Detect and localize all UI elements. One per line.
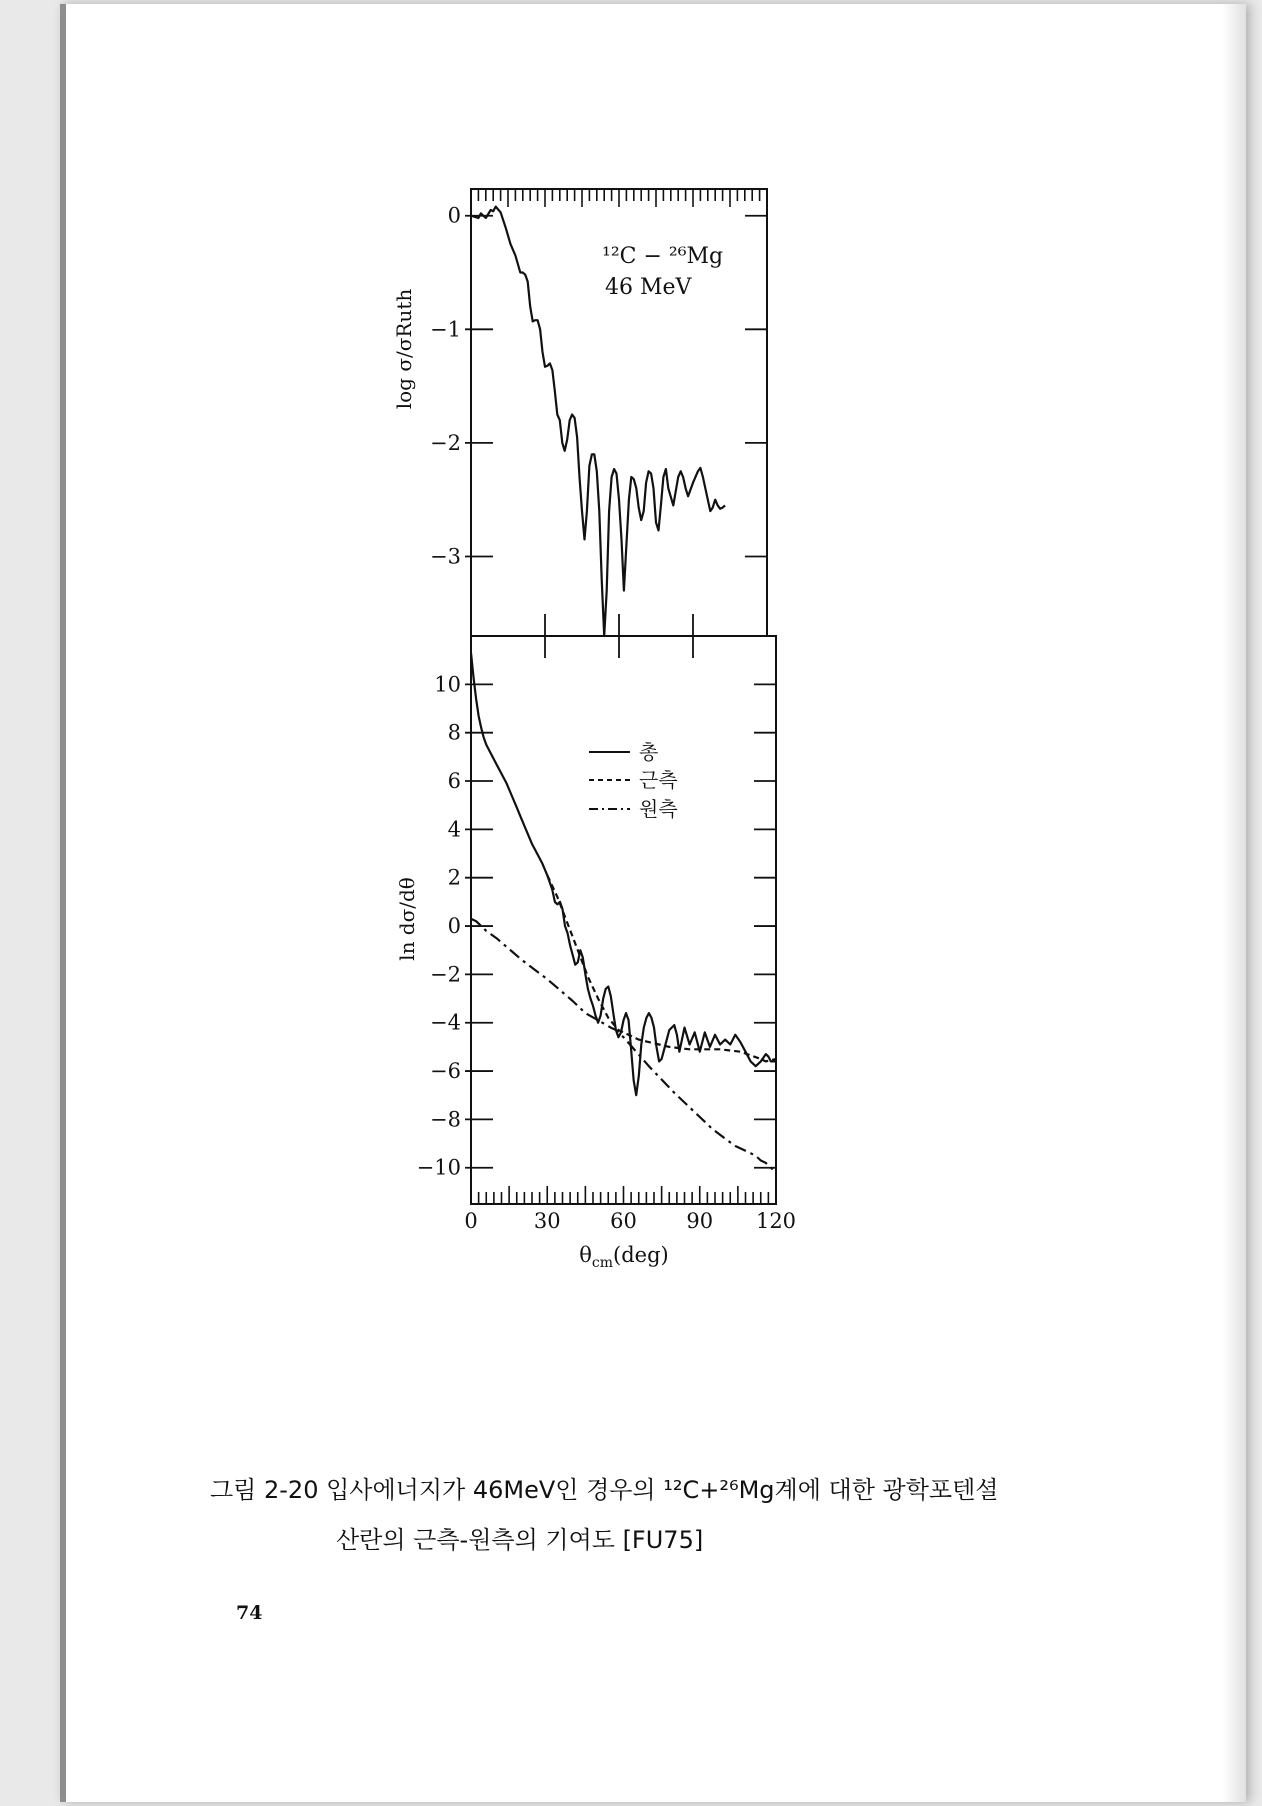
top-panel-series	[471, 207, 725, 636]
bottom-y-tick-label: 8	[447, 720, 461, 745]
top-y-tick-label: −3	[430, 544, 461, 569]
bottom-y-tick-label: 2	[447, 865, 461, 890]
top-panel-tick-labels	[430, 204, 461, 569]
legend-label-total: 총	[639, 740, 659, 764]
legend	[589, 740, 678, 821]
x-tick-label: 60	[610, 1209, 637, 1233]
legend-label-far: 원측	[639, 797, 678, 821]
top-series-line	[471, 207, 725, 636]
top-y-axis-label: log σ/σRuth	[392, 288, 416, 410]
x-tick-label: 30	[533, 1209, 561, 1233]
top-annotation-energy: 46 MeV	[605, 275, 692, 300]
x-tick-label: 0	[464, 1209, 478, 1233]
x-axis-label	[579, 1243, 668, 1271]
bottom-y-tick-label: 0	[447, 914, 461, 939]
x-axis-label-unit: (deg)	[613, 1243, 669, 1267]
x-tick-label: 90	[686, 1209, 714, 1233]
bottom-y-tick-label: −10	[416, 1155, 461, 1180]
bottom-y-tick-label: −4	[430, 1010, 461, 1035]
bottom-y-tick-label: 6	[447, 769, 461, 794]
bottom-panel-frame	[471, 636, 776, 1204]
bottom-panel-series	[471, 653, 776, 1173]
bottom-y-tick-label: −2	[430, 962, 461, 987]
bottom-y-axis-label: ln dσ/dθ	[395, 877, 419, 961]
x-axis-label-symbol: θ	[579, 1243, 592, 1267]
bottom-series-dash-dot	[471, 919, 776, 1173]
figure-caption-line-2: 산란의 근측-원측의 기여도 [FU75]	[336, 1526, 704, 1554]
bottom-series-solid	[471, 653, 776, 1095]
bottom-y-tick-label: 4	[447, 817, 461, 842]
top-y-tick-label: 0	[447, 203, 461, 228]
book-page	[60, 4, 1246, 1802]
figure-caption-line-1: 그림 2-20 입사에너지가 46MeV인 경우의 ¹²C+²⁶Mg계에 대한 광학포텐셜	[210, 1476, 999, 1504]
x-tick-label: 120	[755, 1209, 797, 1233]
bottom-panel-ticks	[465, 684, 776, 1204]
top-y-tick-label: −2	[430, 430, 461, 455]
bottom-series-dashed	[547, 875, 776, 1061]
top-annotation-reaction: ¹²C − ²⁶Mg	[602, 244, 724, 269]
bottom-y-tick-label: −8	[430, 1107, 461, 1132]
top-y-tick-label: −1	[430, 317, 461, 342]
figure-plot	[66, 4, 1246, 1464]
bottom-y-tick-label: 10	[434, 672, 461, 697]
legend-label-near: 근측	[639, 768, 678, 792]
x-axis-label-subscript: cm	[591, 1255, 614, 1271]
page-number: 74	[236, 1602, 263, 1624]
bottom-y-tick-label: −6	[430, 1059, 461, 1084]
